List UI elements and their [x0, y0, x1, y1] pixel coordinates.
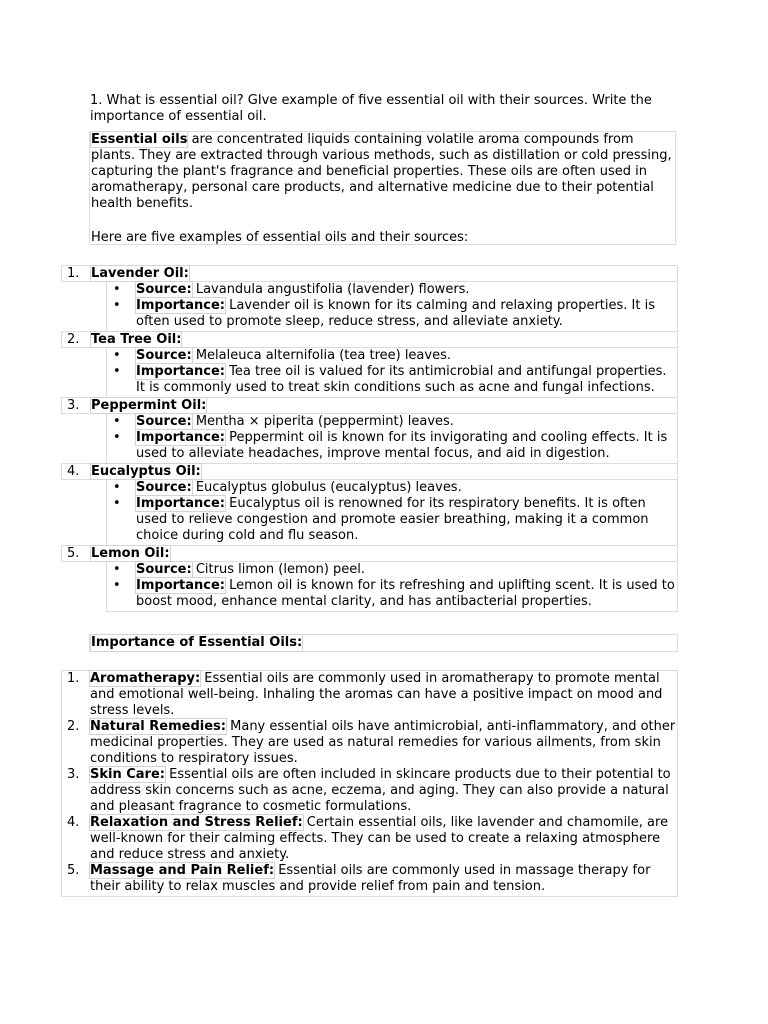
source-label: Source: — [136, 348, 192, 363]
oil-name: Eucalyptus Oil: — [91, 464, 201, 479]
item-title: Skin Care: — [90, 767, 165, 782]
importance-item-massage — [62, 863, 677, 895]
bullet-marker: • — [113, 348, 121, 363]
examples-lead: Here are five examples of essential oils and their sources: — [91, 230, 469, 245]
oil-heading — [61, 463, 678, 480]
oil-details — [106, 480, 678, 546]
list-number: 2. — [67, 719, 80, 734]
importance-heading — [89, 634, 678, 652]
oil-details — [106, 414, 678, 464]
list-number: 3. — [67, 767, 80, 782]
oil-heading — [61, 265, 678, 282]
source-bullet — [107, 480, 677, 496]
list-number: 1. — [67, 266, 80, 281]
bullet-marker: • — [113, 578, 121, 593]
importance-bullet — [107, 430, 677, 462]
importance-label: Importance: — [136, 578, 225, 593]
oil-name: Peppermint Oil: — [91, 398, 207, 413]
source-bullet — [107, 282, 677, 298]
item-title: Massage and Pain Relief: — [90, 863, 275, 878]
importance-item-relaxation — [62, 815, 677, 863]
oil-heading — [61, 545, 678, 562]
list-number: 2. — [67, 332, 80, 347]
importance-label: Importance: — [136, 430, 225, 445]
bullet-marker: • — [113, 282, 121, 297]
list-number: 5. — [67, 546, 80, 561]
importance-bullet — [107, 578, 677, 610]
importance-label: Importance: — [136, 364, 225, 379]
importance-bullet — [107, 364, 677, 396]
oil-entry-lemon — [61, 545, 678, 612]
importance-item-skin-care — [62, 767, 677, 815]
importance-heading-text: Importance of Essential Oils: — [91, 635, 303, 650]
item-title: Relaxation and Stress Relief: — [90, 815, 303, 830]
oil-entry-lavender — [61, 265, 678, 332]
oil-details — [106, 282, 678, 332]
list-number: 3. — [67, 398, 80, 413]
source-label: Source: — [136, 480, 192, 495]
oil-heading — [61, 331, 678, 348]
bullet-marker: • — [113, 480, 121, 495]
source-text: Lavandula angustifolia (lavender) flowers. — [191, 282, 470, 297]
source-text: Citrus limon (lemon) peel. — [191, 562, 366, 577]
question-text: 1. What is essential oil? GIve example of five essential oil with their sources. Write the importance of essential oil. — [90, 93, 652, 124]
source-bullet — [107, 414, 677, 430]
oil-name: Lavender Oil: — [91, 266, 189, 281]
bullet-marker: • — [113, 430, 121, 445]
importance-list — [61, 670, 678, 897]
importance-label: Importance: — [136, 298, 225, 313]
oil-entry-tea-tree — [61, 331, 678, 398]
importance-item-aromatherapy — [62, 671, 677, 719]
oil-entry-eucalyptus — [61, 463, 678, 546]
oil-examples-list — [61, 266, 678, 612]
source-label: Source: — [136, 562, 192, 577]
bullet-marker: • — [113, 364, 121, 379]
oil-entry-peppermint — [61, 397, 678, 464]
oil-name: Lemon Oil: — [91, 546, 170, 561]
list-number: 4. — [67, 815, 80, 830]
importance-text: Eucalyptus oil is renowned for its respiratory benefits. It is often used to relieve congestion and promote easier breathing, making it a common choice during cold and flu season. — [136, 496, 649, 543]
importance-label: Importance: — [136, 496, 225, 511]
source-text: Melaleuca alternifolia (tea tree) leaves. — [191, 348, 451, 363]
source-bullet — [107, 562, 677, 578]
source-label: Source: — [136, 282, 192, 297]
importance-text: Lavender oil is known for its calming and relaxing properties. It is often used to promote sleep, reduce stress, and alleviate anxiety. — [136, 298, 656, 329]
source-text: Eucalyptus globulus (eucalyptus) leaves. — [191, 480, 462, 495]
intro-paragraph — [89, 131, 676, 245]
item-text: Many essential oils have antimicrobial, anti-inflammatory, and other medicinal properties. They are used as natural remedies for various ailments, from skin conditions to respiratory issues. — [90, 719, 676, 766]
oil-name: Tea Tree Oil: — [91, 332, 182, 347]
source-bullet — [107, 348, 677, 364]
bullet-marker: • — [113, 562, 121, 577]
item-text: Certain essential oils, like lavender and chamomile, are well-known for their calming effects. They can be used to create a relaxing atmosphere and reduce stress and anxiety. — [90, 815, 669, 862]
list-number: 1. — [67, 671, 80, 686]
oil-details — [106, 348, 678, 398]
essential-oils-term: Essential oils — [91, 132, 188, 147]
bullet-marker: • — [113, 496, 121, 511]
item-text: Essential oils are commonly used in aromatherapy to promote mental and emotional well-being. Inhaling the aromas can have a positive impact on mood and stress levels. — [90, 671, 663, 718]
oil-heading — [61, 397, 678, 414]
item-text: Essential oils are commonly used in massage therapy for their ability to relax muscles and provide relief from pain and tension. — [90, 863, 651, 894]
definition-text: are concentrated liquids containing volatile aroma compounds from plants. They are extracted through various methods, such as distillation or cold pressing, capturing the plant's fragrance and beneficial properties. These oils are often used in aromatherapy, personal care products, and alternative medicine due to their potential health benefits. — [91, 132, 672, 211]
importance-text: Peppermint oil is known for its invigorating and cooling effects. It is used to alleviate headaches, improve mental focus, and aid in digestion. — [136, 430, 668, 461]
importance-item-natural-remedies — [62, 719, 677, 767]
importance-bullet — [107, 298, 677, 330]
item-text: Essential oils are often included in skincare products due to their potential to address skin concerns such as acne, eczema, and aging. They can also provide a natural and pleasant fragrance to cosmetic formulations. — [90, 767, 671, 814]
list-number: 5. — [67, 863, 80, 878]
oil-details — [106, 562, 678, 612]
importance-text: Tea tree oil is valued for its antimicrobial and antifungal properties. It is commonly used to treat skin conditions such as acne and fungal infections. — [136, 364, 667, 395]
importance-text: Lemon oil is known for its refreshing and uplifting scent. It is used to boost mood, enhance mental clarity, and has antibacterial properties. — [136, 578, 675, 609]
item-title: Natural Remedies: — [90, 719, 226, 734]
definition-paragraph — [91, 132, 675, 212]
bullet-marker: • — [113, 298, 121, 313]
importance-bullet — [107, 496, 677, 544]
source-label: Source: — [136, 414, 192, 429]
list-number: 4. — [67, 464, 80, 479]
item-title: Aromatherapy: — [90, 671, 201, 686]
bullet-marker: • — [113, 414, 121, 429]
source-text: Mentha × piperita (peppermint) leaves. — [191, 414, 454, 429]
